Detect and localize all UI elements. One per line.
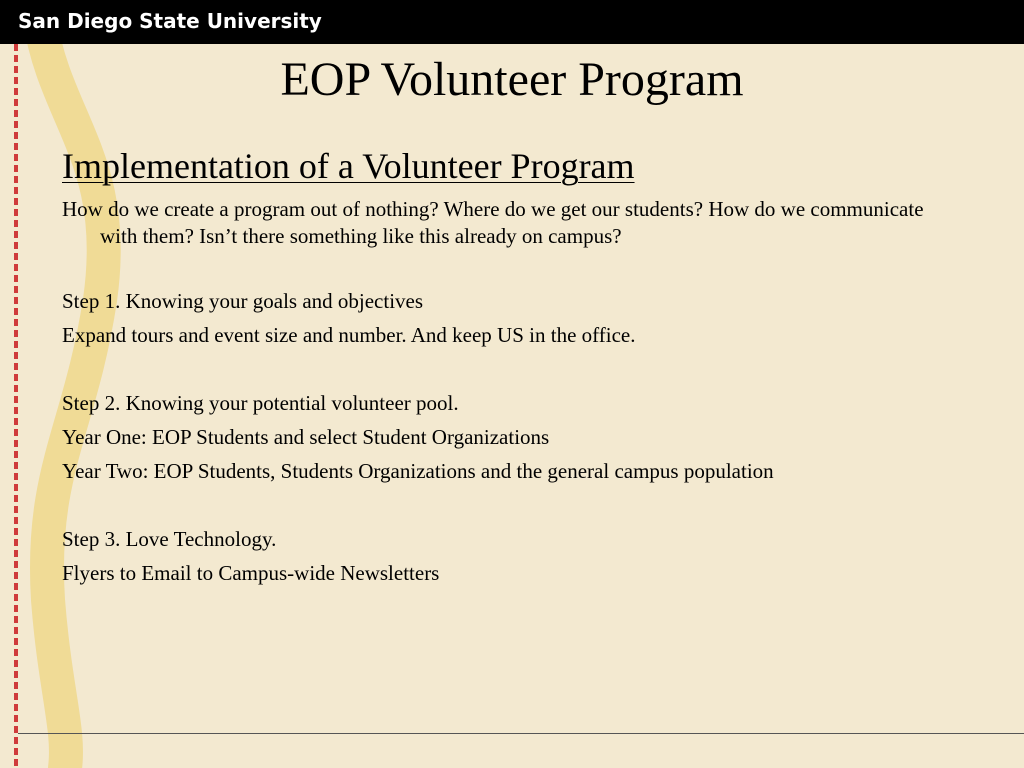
university-name: San Diego State University <box>18 9 322 33</box>
bottom-rule <box>18 733 1024 734</box>
step1-detail: Expand tours and event size and number. And keep US in the office. <box>62 323 636 347</box>
left-dashed-rule <box>14 44 18 768</box>
spacer <box>62 250 962 284</box>
spacer <box>62 488 962 522</box>
slide-content <box>62 138 962 590</box>
step3-heading: Step 3. Love Technology. <box>62 527 277 551</box>
intro-paragraph: How do we create a program out of nothing? Where do we get our students? How do we communicate with them? Isn’t there something like this already on campus? <box>62 197 924 248</box>
step2-detail-year-one: Year One: EOP Students and select Student Organizations <box>62 425 550 449</box>
section-heading: Implementation of a Volunteer Program <box>62 146 635 186</box>
spacer <box>62 352 962 386</box>
step2-detail-year-two: Year Two: EOP Students, Students Organizations and the general campus population <box>62 459 774 483</box>
step2-heading: Step 2. Knowing your potential volunteer pool. <box>62 391 459 415</box>
step1-heading: Step 1. Knowing your goals and objectives <box>62 289 424 313</box>
slide-title: EOP Volunteer Program <box>280 53 744 106</box>
step3-detail: Flyers to Email to Campus-wide Newsletters <box>62 561 440 585</box>
header-bar <box>0 0 1024 44</box>
